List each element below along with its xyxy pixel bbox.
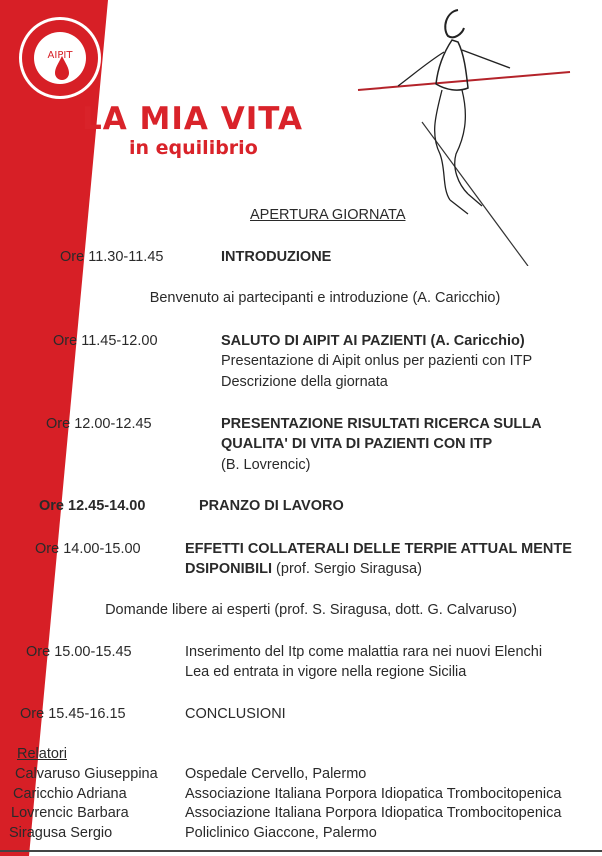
- session-5-note: (prof. Sergio Siragusa): [276, 561, 422, 577]
- session-3-line1: (B. Lovrencic): [221, 457, 311, 473]
- session-6-time: Ore 15.00-15.45: [26, 644, 132, 660]
- session-2-line2: Descrizione della giornata: [221, 374, 388, 390]
- questions-line: Domande libere ai esperti (prof. S. Siragusa, dott. G. Calvaruso): [105, 602, 517, 618]
- session-2-time: Ore 11.45-12.00: [53, 333, 158, 349]
- logo-text: AIPIT: [47, 50, 73, 61]
- session-4-time: Ore 12.45-14.00: [39, 498, 146, 514]
- session-5-title-line: [185, 559, 422, 579]
- session-7-title: CONCLUSIONI: [185, 706, 286, 722]
- speaker-name: Lovrencic Barbara: [11, 805, 129, 821]
- speaker-name: Calvaruso Giuseppina: [15, 766, 158, 782]
- session-3-time: Ore 12.00-12.45: [46, 416, 152, 432]
- session-1-title: INTRODUZIONE: [221, 249, 332, 265]
- session-5-title-2: DSIPONIBILI: [185, 561, 273, 577]
- speakers-heading: Relatori: [17, 746, 67, 762]
- session-2-title: SALUTO DI AIPIT AI PAZIENTI (A. Caricchio): [221, 333, 525, 349]
- event-title: LA MIA VITA: [82, 101, 303, 137]
- tightrope-walker-illustration: [318, 4, 580, 266]
- session-1-time: Ore 11.30-11.45: [60, 249, 164, 265]
- speaker-org: Associazione Italiana Porpora Idiopatica Trombocitopenica: [185, 786, 562, 802]
- session-2-line1: Presentazione di Aipit onlus per pazienti con ITP: [221, 353, 533, 369]
- speaker-name: Caricchio Adriana: [13, 786, 127, 802]
- session-4-title: PRANZO DI LAVORO: [199, 498, 344, 514]
- welcome-line: Benvenuto ai partecipanti e introduzione (A. Caricchio): [149, 290, 501, 306]
- aipit-logo: [18, 16, 102, 100]
- speaker-org: Associazione Italiana Porpora Idiopatica Trombocitopenica: [185, 805, 562, 821]
- opening-heading: APERTURA GIORNATA: [250, 207, 406, 223]
- session-6-line2: Lea ed entrata in vigore nella regione Sicilia: [185, 664, 467, 680]
- session-7-time: Ore 15.45-16.15: [20, 706, 126, 722]
- speaker-org: Ospedale Cervello, Palermo: [185, 766, 367, 782]
- session-6-line1: Inserimento del Itp come malattia rara nei nuovi Elenchi: [185, 644, 543, 660]
- speaker-name: Siragusa Sergio: [9, 825, 113, 841]
- session-5-time: Ore 14.00-15.00: [35, 541, 141, 557]
- event-subtitle: in equilibrio: [129, 137, 258, 159]
- speaker-org: Policlinico Giaccone, Palermo: [185, 825, 377, 841]
- session-3-title-1: PRESENTAZIONE RISULTATI RICERCA SULLA: [221, 416, 542, 432]
- session-3-title-2: QUALITA' DI VITA DI PAZIENTI CON ITP: [221, 436, 493, 452]
- session-5-title-1: EFFETTI COLLATERALI DELLE TERPIE ATTUAL MENTE: [185, 541, 572, 557]
